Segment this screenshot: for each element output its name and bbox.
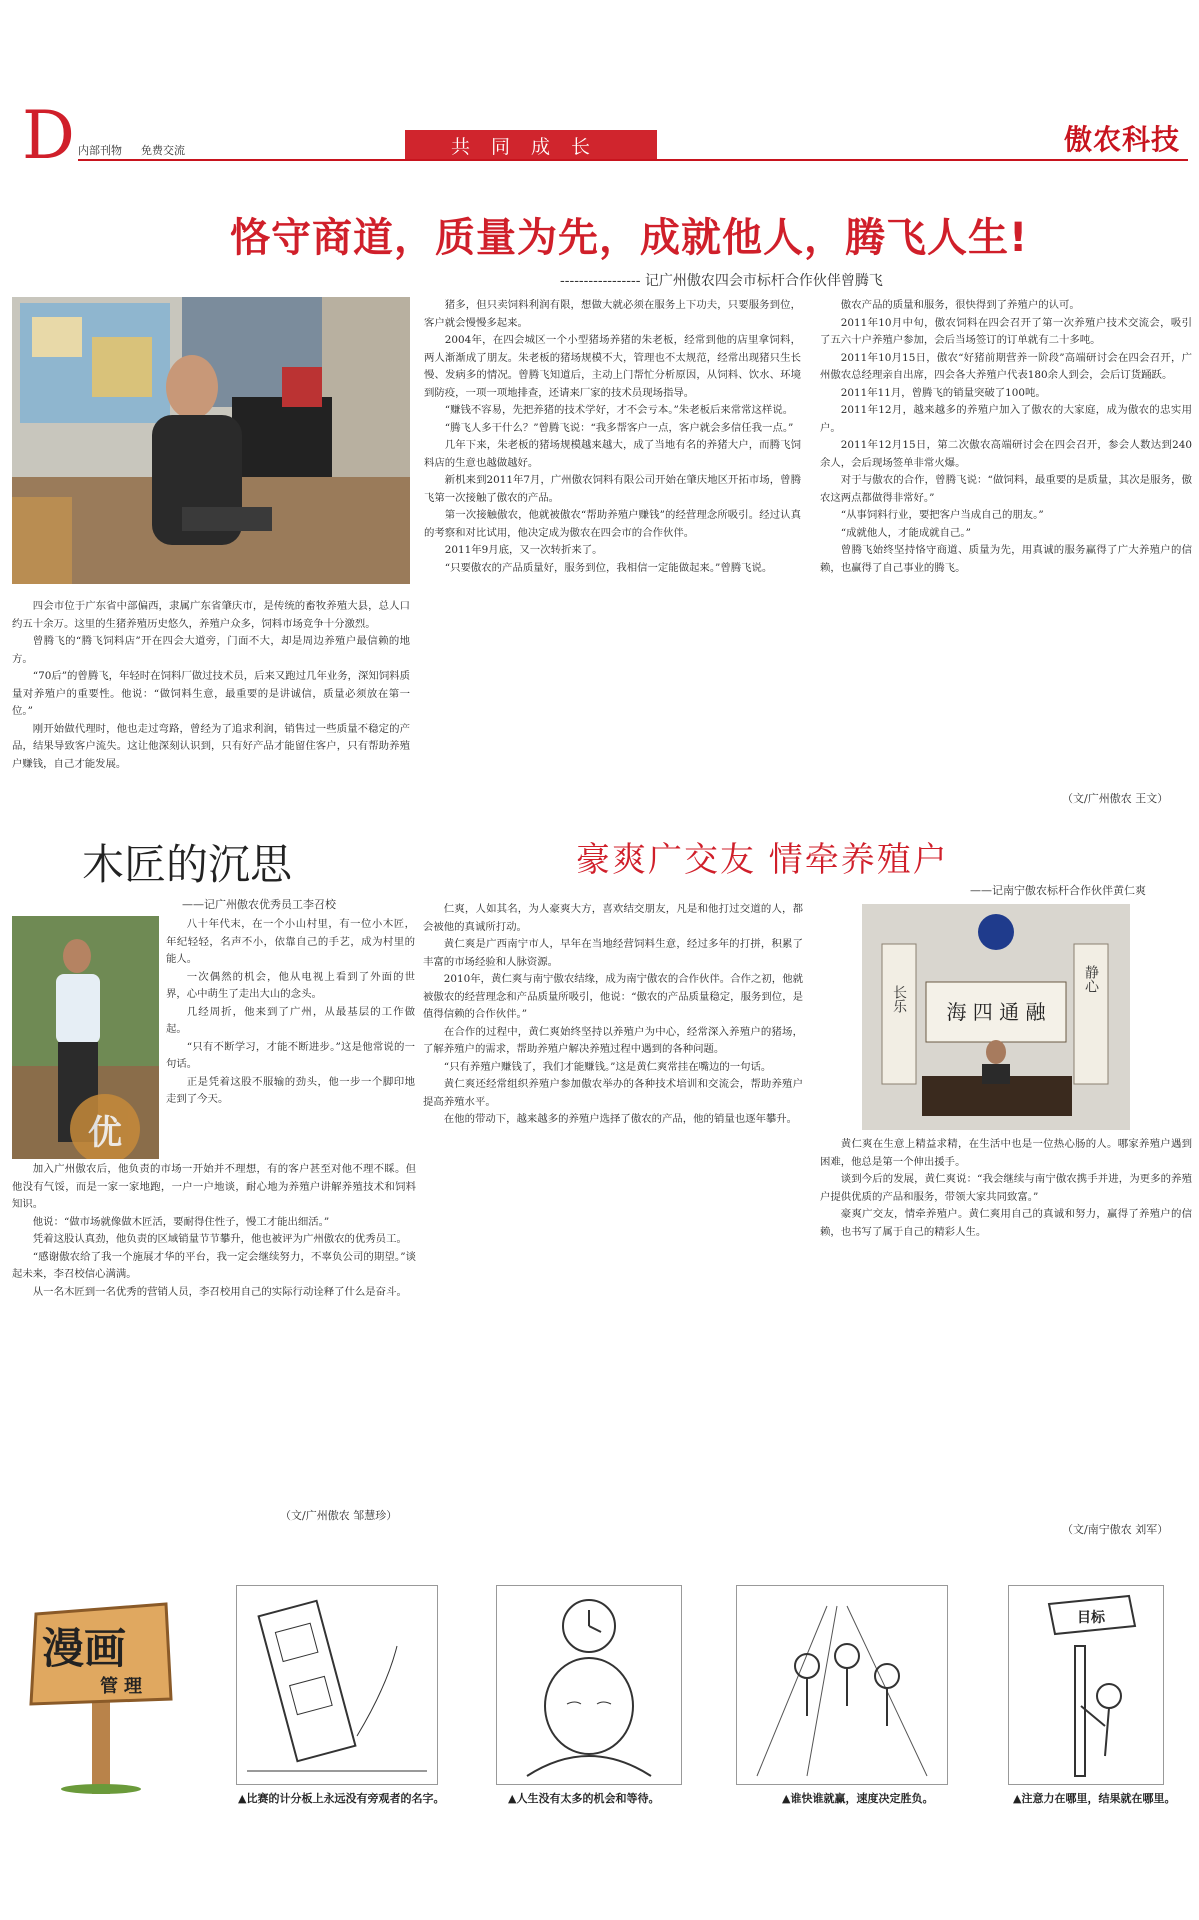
paragraph: 几经周折，他来到了广州，从最基层的工作做起。: [166, 1005, 415, 1035]
man-at-computer-image: [12, 297, 410, 584]
cartoon-4: [1008, 1585, 1164, 1785]
cartoon-sign: [26, 1594, 176, 1794]
article2-column-full: [12, 1161, 416, 1510]
article3-byline: ——记南宁傲农标杆合作伙伴黄仁爽: [970, 884, 1146, 897]
race-runners-drawing: [737, 1586, 947, 1784]
paragraph: “赚钱不容易，先把养猪的技术学好，才不会亏本。”朱老板后来常常这样说。: [444, 404, 794, 416]
scoreboard-drawing: [237, 1586, 437, 1784]
paragraph: 2011年12月，越来越多的养殖户加入了傲农的大家庭，成为傲农的忠实用户。: [820, 404, 1192, 434]
paragraph: “只有不断学习，才能不断进步。”这是他常说的一句话。: [166, 1040, 415, 1070]
paragraph: 傲农产品的质量和服务，很快得到了养殖户的认可。: [840, 299, 1080, 311]
paragraph: 2010年，黄仁爽与南宁傲农结缘，成为南宁傲农的合作伙伴。合作之初，他就被傲农的经营理念和产品质量所吸引，他说：“傲农的产品质量稳定，服务到位，是值得信赖的合作伙伴。”: [423, 973, 803, 1020]
page-letter: D: [22, 97, 75, 174]
paragraph: 黄仁爽还经常组织养殖户参加傲农举办的各种技术培训和交流会，帮助养殖户提高养殖水平。: [423, 1078, 803, 1108]
cartoon-sign-title: 漫画: [42, 1624, 127, 1673]
paragraph: 2011年12月15日，第二次傲农高端研讨会在四会召开，参会人数达到240余人，会后现场签单非常火爆。: [820, 439, 1192, 469]
cartoon-3: [736, 1585, 948, 1785]
cartoon-2: [496, 1585, 682, 1785]
paragraph: “70后”的曾腾飞，年轻时在饲料厂做过技术员，后来又跑过几年业务，深知饲料质量对养殖户的重要性。他说：“做饲料生意，最重要的是讲诚信，质量必须放在第一位。”: [12, 670, 410, 717]
article2-byline: ——记广州傲农优秀员工李召校: [182, 898, 336, 911]
article3-column1: [423, 901, 803, 1491]
cartoon-sign-subtitle: 管理: [100, 1676, 148, 1697]
section-band: 共同成长: [405, 130, 657, 160]
article3-title: 豪爽广交友 情牵养殖户: [576, 840, 949, 880]
article2-title: 木匠的沉思: [82, 840, 293, 889]
paragraph: 仁爽，人如其名，为人豪爽大方，喜欢结交朋友，凡是和他打过交道的人，都会被他的真诚所打动。: [423, 903, 803, 933]
paragraph: “只要傲农的产品质量好，服务到位，我相信一定能做起来。”曾腾飞说。: [444, 561, 773, 574]
paragraph: 豪爽广交友，情牵养殖户。黄仁爽用自己的真诚和努力，赢得了养殖户的信赖，也书写了属于自己的精彩人生。: [820, 1208, 1192, 1238]
cartoon-3-caption: ▲谁快谁就赢，速度决定胜负。: [782, 1792, 934, 1805]
paragraph: “成就他人，才能成就自己。”: [840, 526, 971, 539]
scroll-left-text: 长乐: [891, 985, 907, 1013]
paragraph: 谈到今后的发展，黄仁爽说：“我会继续与南宁傲农携手并进，为更多的养殖户提供优质的产品和服务，带领大家共同致富。”: [820, 1173, 1192, 1203]
article3-column2: [820, 1136, 1192, 1502]
paragraph: 新机来到2011年7月，广州傲农饲料有限公司开始在肇庆地区开拓市场，曾腾飞第一次接触了傲农的产品。: [424, 474, 801, 504]
target-label: 目标: [1077, 1610, 1105, 1626]
plaque-text: 海 四 通 融: [946, 1000, 1046, 1024]
article1-column2: [424, 297, 801, 794]
paragraph: 从一名木匠到一名优秀的营销人员，李召校用自己的实际行动诠释了什么是奋斗。: [32, 1285, 407, 1298]
office-portrait-image: [862, 904, 1130, 1130]
paragraph: “腾飞人多干什么？”曾腾飞说：“我多帮客户一点，客户就会多信任我一点。”: [444, 421, 794, 434]
paragraph: 第一次接触傲农，他就被傲农“帮助养殖户赚钱”的经营理念所吸引。经过认真的考察和对比试用，他决定成为傲农在四会市的合作伙伴。: [424, 509, 801, 539]
brand-logo: 傲农科技: [1064, 123, 1181, 156]
article1-photo: [12, 297, 410, 584]
paragraph: 2011年11月，曾腾飞的销量突破了100吨。: [840, 386, 1046, 399]
cartoon-2-caption: ▲人生没有太多的机会和等待。: [508, 1792, 660, 1805]
article3-photo: [862, 904, 1130, 1130]
paragraph: 在合作的过程中，黄仁爽始终坚持以养殖户为中心，经常深入养殖户的猪场，了解养殖户的需求，帮助养殖户解决养殖过程中遇到的各种问题。: [423, 1025, 803, 1055]
target-sign-drawing: [1009, 1586, 1163, 1784]
cartoon-4-caption: ▲注意力在哪里，结果就在哪里。: [1013, 1792, 1176, 1805]
article3-sign: （文/南宁傲农 刘军）: [1062, 1523, 1169, 1536]
paragraph: 加入广州傲农后，他负责的市场一开始并不理想，有的客户甚至对他不理不睬。但他没有气馁，而是一家一家地跑，一户一户地谈，耐心地为养殖户讲解养殖技术和饲料知识。: [12, 1163, 416, 1210]
article1-column3: [820, 297, 1192, 794]
article1-sign: （文/广州傲农 王文）: [1062, 792, 1169, 805]
sleeping-person-drawing: [497, 1586, 681, 1784]
header-rule: [78, 159, 1188, 161]
paragraph: 黄仁爽是广西南宁市人，早年在当地经营饲料生意，经过多年的打拼，积累了丰富的市场经验和人脉资源。: [423, 938, 803, 968]
paragraph: 曾腾飞始终坚持恪守商道、质量为先，用真诚的服务赢得了广大养殖户的信赖，也赢得了自己事业的腾飞。: [820, 544, 1192, 574]
paragraph: 刚开始做代理时，他也走过弯路，曾经为了追求利润，销售过一些质量不稳定的产品，结果导致客户流失。这让他深刻认识到，只有好产品才能留住客户，只有帮助养殖户赚钱，自己才能发展。: [12, 722, 410, 770]
paragraph: 四会市位于广东省中部偏西，隶属广东省肇庆市，是传统的畜牧养殖大县，总人口约五十余万。这里的生猪养殖历史悠久，养殖户众多，饲料市场竞争十分激烈。: [12, 600, 410, 630]
paragraph: “从事饲料行业，要把客户当成自己的朋友。”: [840, 509, 1044, 521]
paragraph: 他说：“做市场就像做木匠活，要耐得住性子，慢工才能出细活。”: [32, 1215, 330, 1228]
article2-sign: （文/广州傲农 邹慧珍）: [280, 1509, 398, 1522]
cartoon-1-caption: ▲比赛的计分板上永远没有旁观者的名字。: [238, 1792, 445, 1805]
internal-label: 内部刊物: [78, 144, 122, 157]
article1-title: 恪守商道，质量为先，成就他人，腾飞人生!: [230, 215, 1029, 261]
excellent-badge: 优: [70, 1094, 140, 1159]
paragraph: 凭着这股认真劲，他负责的区域销量节节攀升，他也被评为广州傲农的优秀员工。: [32, 1233, 407, 1245]
scroll-right-text: 静心: [1083, 965, 1099, 993]
free-label: 免费交流: [141, 144, 185, 157]
paragraph: 猪多，但只卖饲料利润有限，想做大就必须在服务上下功夫，只要服务到位，客户就会慢慢多起来。: [424, 299, 801, 329]
paragraph: 对于与傲农的合作，曾腾飞说：“做饲料，最重要的是质量，其次是服务，傲农这两点都做得非常好。”: [820, 474, 1192, 504]
paragraph: 正是凭着这股不服输的劲头，他一步一个脚印地走到了今天。: [166, 1075, 415, 1105]
paragraph: “感谢傲农给了我一个施展才华的平台，我一定会继续努力，不辜负公司的期望。”谈起未来，李召校信心满满。: [12, 1250, 416, 1280]
paragraph: 2004年，在四会城区一个小型猪场养猪的朱老板，经常到他的店里拿饲料，两人渐渐成了朋友。朱老板的猪场规模不大，管理也不太规范，经常出现猪只生长慢、发病多的情况。曾腾飞知道后，主动上门帮忙分析原因，从饲料、饮水、环境到防疫，一项一项地排查，还请来厂家的技术员现场指导。: [424, 334, 801, 399]
paragraph: 在他的带动下，越来越多的养殖户选择了傲农的产品，他的销量也逐年攀升。: [443, 1113, 798, 1125]
paragraph: 2011年9月底，又一次转折来了。: [444, 544, 603, 556]
paragraph: 一次偶然的机会，他从电视上看到了外面的世界，心中萌生了走出大山的念头。: [166, 970, 415, 1000]
paragraph: 曾腾飞的“腾飞饲料店”开在四会大道旁，门面不大，却是周边养殖户最信赖的地方。: [12, 635, 410, 665]
article1-byline: ----------------- 记广州傲农四会市标杆合作伙伴曾腾飞: [560, 273, 883, 289]
article2-column-right: [166, 916, 415, 1161]
paragraph: “只有养殖户赚钱了，我们才能赚钱。”这是黄仁爽常挂在嘴边的一句话。: [443, 1060, 772, 1073]
paragraph: 黄仁爽在生意上精益求精，在生活中也是一位热心肠的人。哪家养殖户遇到困难，他总是第一个伸出援手。: [820, 1138, 1192, 1168]
paragraph: 八十年代末，在一个小山村里，有一位小木匠，年纪轻轻，名声不小，依靠自己的手艺，成为村里的能人。: [166, 918, 415, 965]
paragraph: 2011年10月15日，傲农“好猪前期营养一阶段”高端研讨会在四会召开，广州傲农总经理亲自出席，四会各大养殖户代表180余人到会，会后订货踊跃。: [820, 351, 1192, 381]
cartoon-1: [236, 1585, 438, 1785]
article1-column1: [12, 598, 410, 794]
paragraph: 几年下来，朱老板的猪场规模越来越大，成了当地有名的养猪大户，而腾飞饲料店的生意也越做越好。: [424, 439, 801, 469]
article2-photo: [12, 916, 159, 1159]
paragraph: 2011年10月中旬，傲农饲料在四会召开了第一次养殖户技术交流会，吸引了五六十户养殖户参加，会后当场签订的订单就有二十多吨。: [820, 316, 1192, 346]
